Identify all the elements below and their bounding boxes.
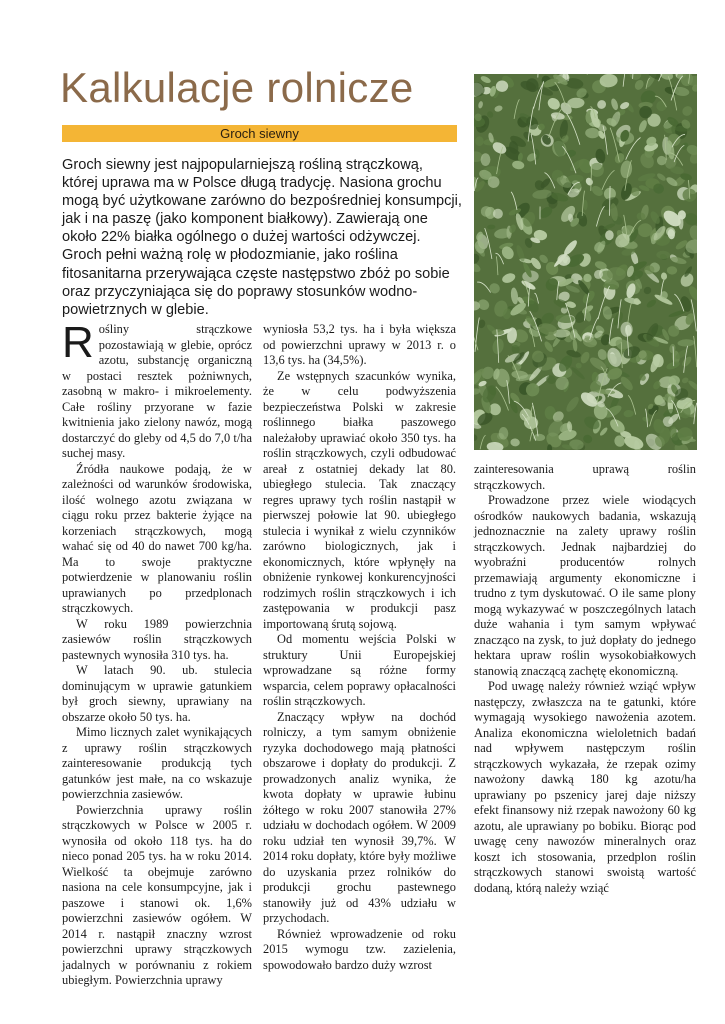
- column1-paragraph-3: W roku 1989 powierzchnia zasiewów roślin strączkowych pastewnych wynosiła 310 tys. ha.: [62, 616, 252, 662]
- section-bar: [62, 125, 457, 142]
- column3-paragraph-2: Prowadzone przez wiele wiodących ośrodków naukowych badania, wskazują jednoznacznie na zalety uprawy roślin strączkowych. Jednak najbardziej do wyobraźni producentów rolnych przemawiają argumenty ekonomiczne i trudno z tym dyskutować. O ile same plony mogą wykazywać w poszczególnych latach duże wahania i tym samym wpływać znacząco na zysk, to już dopłaty do jednego hektara upraw roślin wysokobiałkowych stanowią znaczącą zachętę ekonomiczną.: [474, 493, 696, 678]
- pea-field-photo: [474, 74, 697, 450]
- column2-paragraph-4: Znaczący wpływ na dochód rolniczy, a tym samym obniżenie ryzyka dochodowego mają płatności obszarowe i dopłaty do produkcji. Z prowadzonych analiz wynika, że kwota dopłaty w uprawie łubinu żółtego w roku 2007 stanowiła 27% udziału w dochodach ogółem. W 2009 roku udział ten wynosił 39,7%. W 2014 roku dopłaty, które były możliwe do uzyskania przez rolników do produkcji grochu pastewnego stanowiły już od 43% udziału w przychodach.: [263, 709, 456, 925]
- pea-field-photo-graphic: [474, 74, 697, 450]
- page-title: Kalkulacje rolnicze: [60, 64, 414, 111]
- tendril: [610, 186, 611, 216]
- text-column-1: [62, 318, 252, 989]
- column1-paragraph-2: Źródła naukowe podają, że w zależności od warunków środowiska, ilość wolnego azotu związana w ciągu roku przez bakterie żyjące na korzeniach strączkowych, mogą wahać się od 40 do nawet 700 kg/ha. Ma to swoje praktyczne potwierdzenie w planowaniu roślin uprawianych po przedplonach strączkowych.: [62, 461, 252, 615]
- column2-paragraph-2: Ze wstępnych szacunków wynika, że w celu podwyższenia bezpieczeństwa Polski w zakresie roślinnego białka paszowego należałoby uprawiać około 350 tys. ha roślin strączkowych, czyli odbudować areał z ostatniej dekady lat 80. ubiegłego stulecia. Tak znaczący regres uprawy tych roślin nastąpił w pierwszej połowie lat 90. ubiegłego stulecia i wynikał z wielu czynników zarówno biologicznych, jak i ekonomicznych, które wpłynęły na obniżenie rynkowej konkurencyjności rodzimych roślin strączkowych i ich zastępowania w produkcji pasz importowaną śrutą sojową.: [263, 368, 456, 631]
- column2-paragraph-3: Od momentu wejścia Polski w struktury Unii Europejskiej wprowadzane są różne formy wsparcia, celem poprawy opłacalności roślin strączkowych.: [263, 632, 456, 708]
- column3-paragraph-3: Pod uwagę należy również wziąć wpływ następczy, zwłaszcza na te gatunki, które wymagają wysokiego nawożenia azotem. Analiza ekonomiczna wieloletnich badań nad wpływem następczym roślin strączkowych wykazała, że rzepak ozimy nawożony dawką 180 kg azotu/ha uprawiany po pszenicy jarej daje niższy efekt finansowy niż rzepak nawożony 60 kg azotu, ale uprawiany po bobiku. Biorąc pod uwagę ceny nawozów mineralnych oraz koszt ich stosowania, przedplon roślin strączkowych stanowi swoistą wartość dodaną, którą należy wziąć: [474, 679, 696, 895]
- text-column-3: [474, 462, 696, 896]
- column1-paragraph-1: [62, 318, 252, 462]
- section-title: Groch siewny: [220, 126, 299, 141]
- drop-cap: R: [62, 318, 94, 367]
- column1-paragraph-6: Powierzchnia uprawy roślin strączkowych w Polsce w 2005 r. wynosiła od około 118 tys. ha do nieco ponad 205 tys. ha w roku 2014. Wielkość ta obejmuje zarówno nasiona na cele konsumpcyjne, jak i paszowe i stanowi ok. 1,6% powierzchni zasiewów ogółem. W 2014 r. nastąpił znaczny wzrost powierzchni uprawy strączkowych jadalnych w porównaniu z rokiem ubiegłym. Powierzchnia uprawy: [62, 802, 252, 987]
- column1-paragraph-4: W latach 90. ub. stulecia dominującym w uprawie gatunkiem był groch siewny, uprawiany na obszarze około 50 tys. ha.: [62, 663, 252, 724]
- lead-paragraph: Groch siewny jest najpopularniejszą rośliną strączkową, której uprawa ma w Polsce długą tradycję. Nasiona grochu mogą być użytkowane zarówno do bezpośredniej konsumpcji, jak i na paszę (jako komponent białkowy). Zawierają one około 22% białka ogólnego o dużej wartości odżywczej. Groch pełni ważną rolę w płodozmianie, jako roślina fitosanitarna przerywająca częste następstwo zbóż po sobie oraz przyczyniająca się do poprawy stosunków wodno-powietrznych w glebie.: [62, 157, 462, 318]
- leaf: [481, 153, 491, 166]
- column2-paragraph-1: wyniosła 53,2 tys. ha i była większa od powierzchni uprawy w 2013 r. o 13,6 tys. ha (34,5%).: [263, 322, 456, 367]
- column2-paragraph-5: Również wprowadzenie od roku 2015 wymogu tzw. zazielenia, spowodowało bardzo duży wzrost: [263, 926, 456, 972]
- column1-paragraph-1-text: ośliny strączkowe pozostawiają w glebie, oprócz azotu, substancję organiczną w postaci resztek pożniwnych, zasobną w makro- i mikroelementy. Całe rośliny przyorane w fazie kwitnienia jako zielony nawóz, mogą dostarczyć do gleby od 4,5 do 7,0 t/ha suchej masy.: [62, 322, 252, 460]
- column1-paragraph-5: Mimo licznych zalet wynikających z uprawy roślin strączkowych zainteresowanie produkcją tych gatunków jest małe, na co wskazuje powierzchnia zasiewów.: [62, 725, 252, 801]
- column3-paragraph-1: zainteresowania uprawą roślin strączkowych.: [474, 462, 696, 492]
- text-column-2: [263, 322, 456, 973]
